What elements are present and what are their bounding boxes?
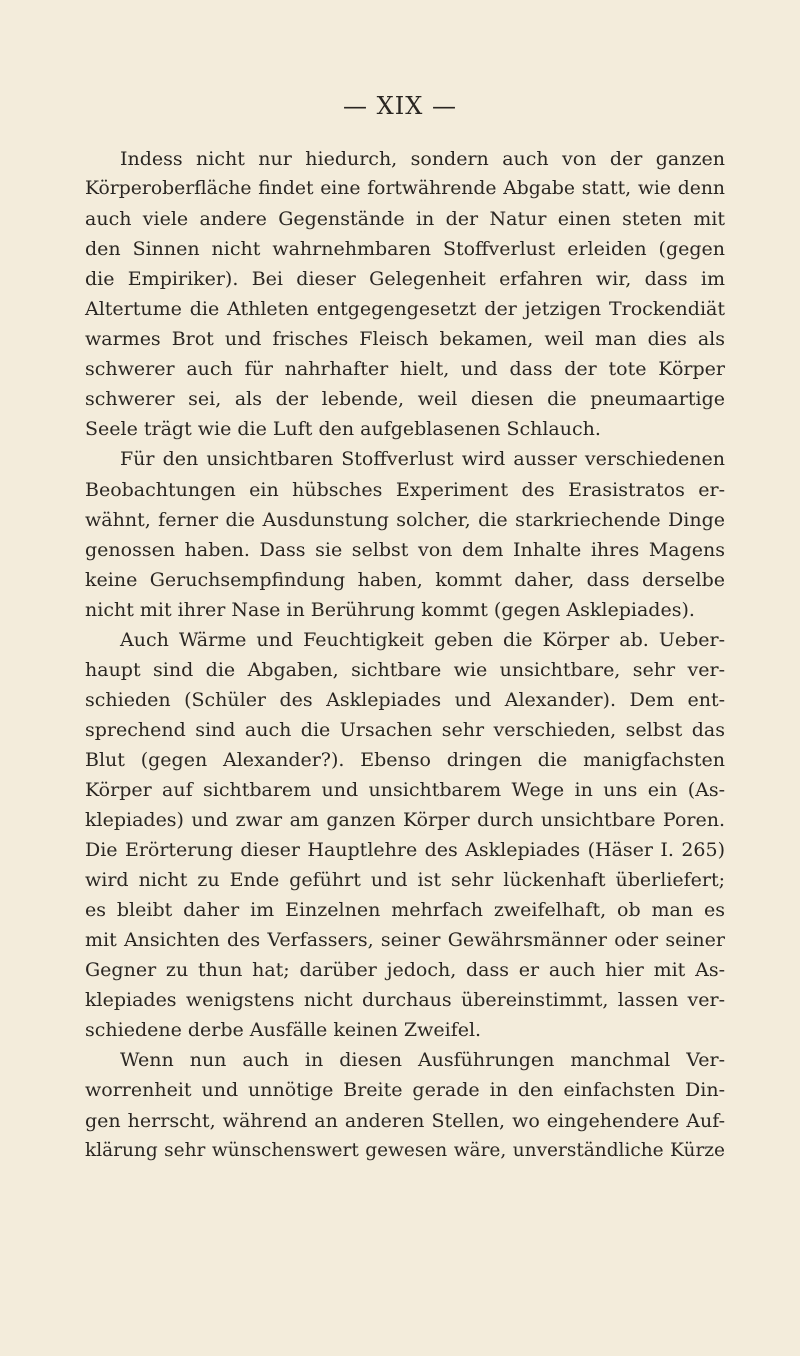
text-line: schiedene derbe Ausfälle keinen Zweifel. (85, 1019, 482, 1042)
text-line: Gegner zu thun hat; darüber jedoch, dass er auch hier mit As- (85, 959, 725, 982)
text-line: es bleibt daher im Einzelnen mehrfach zweifelhaft, ob man es (85, 899, 725, 922)
text-line: Auch Wärme und Feuchtigkeit geben die Körper ab. Ueber- (120, 628, 725, 651)
text-line: Indess nicht nur hiedurch, sondern auch von der ganzen (120, 148, 725, 170)
text-line: wird nicht zu Ende geführt und ist sehr lückenhaft überliefert; (85, 869, 725, 892)
paragraph-4 (85, 1045, 725, 1165)
text-line: Für den unsichtbaren Stoffverlust wird ausser verschiedenen (120, 448, 725, 471)
text-line: Altertume die Athleten entgegengesetzt der jetzigen Trockendiät (85, 298, 725, 321)
text-line: wähnt, ferner die Ausdunstung solcher, die starkriechende Dinge (85, 508, 725, 531)
text-line: haupt sind die Abgaben, sichtbare wie unsichtbare, sehr ver- (85, 658, 725, 681)
text-line: keine Geruchsempfindung haben, kommt daher, dass derselbe (85, 568, 725, 591)
text-line: Körper auf sichtbarem und unsichtbarem Wege in uns ein (As- (85, 778, 725, 801)
text-line: schwerer sei, als der lebende, weil diesen die pneumaartige (85, 388, 725, 411)
text-line: mit Ansichten des Verfassers, seiner Gewährsmänner oder seiner (85, 929, 725, 952)
text-line: auch viele andere Gegenstände in der Natur einen steten mit (85, 208, 725, 231)
text-line: die Empiriker). Bei dieser Gelegenheit erfahren wir, dass im (85, 268, 725, 291)
paragraph-3 (85, 625, 725, 1046)
text-line: sprechend sind auch die Ursachen sehr verschieden, selbst das (85, 718, 725, 741)
text-line: warmes Brot und frisches Fleisch bekamen, weil man dies als (85, 328, 725, 351)
text-line: klepiades wenigstens nicht durchaus übereinstimmt, lassen ver- (85, 989, 725, 1012)
text-line: klepiades) und zwar am ganzen Körper durch unsichtbare Poren. (85, 809, 725, 832)
text-line: Körperoberfläche findet eine fortwährende Abgabe statt, wie denn (85, 178, 725, 200)
text-line: Die Erörterung dieser Hauptlehre des Asklepiades (Häser I. 265) (85, 839, 725, 862)
text-line: Blut (gegen Alexander?). Ebenso dringen die manigfachsten (85, 748, 725, 771)
text-line: genossen haben. Dass sie selbst von dem Inhalte ihres Magens (85, 538, 725, 561)
body-text (85, 144, 725, 1166)
text-line: nicht mit ihrer Nase in Berührung kommt (gegen Asklepiades). (85, 598, 695, 621)
text-line: den Sinnen nicht wahrnehmbaren Stoffverlust erleiden (gegen (85, 238, 725, 261)
paragraph-2 (85, 444, 725, 624)
text-line: klärung sehr wünschenswert gewesen wäre, unverständliche Kürze (85, 1139, 725, 1161)
page-number-header: — XIX — (343, 92, 457, 120)
paragraph-1 (85, 144, 725, 444)
text-line: Seele trägt wie die Luft den aufgeblasenen Schlauch. (85, 418, 601, 441)
text-line: schieden (Schüler des Asklepiades und Alexander). Dem ent- (85, 688, 725, 711)
text-line: Wenn nun auch in diesen Ausführungen manchmal Ver- (120, 1049, 725, 1072)
text-line: schwerer auch für nahrhafter hielt, und dass der tote Körper (85, 358, 725, 381)
text-line: worrenheit und unnötige Breite gerade in den einfachsten Din- (85, 1079, 725, 1102)
text-line: Beobachtungen ein hübsches Experiment des Erasistratos er- (85, 478, 725, 501)
text-line: gen herrscht, während an anderen Stellen, wo eingehendere Auf- (85, 1109, 725, 1132)
